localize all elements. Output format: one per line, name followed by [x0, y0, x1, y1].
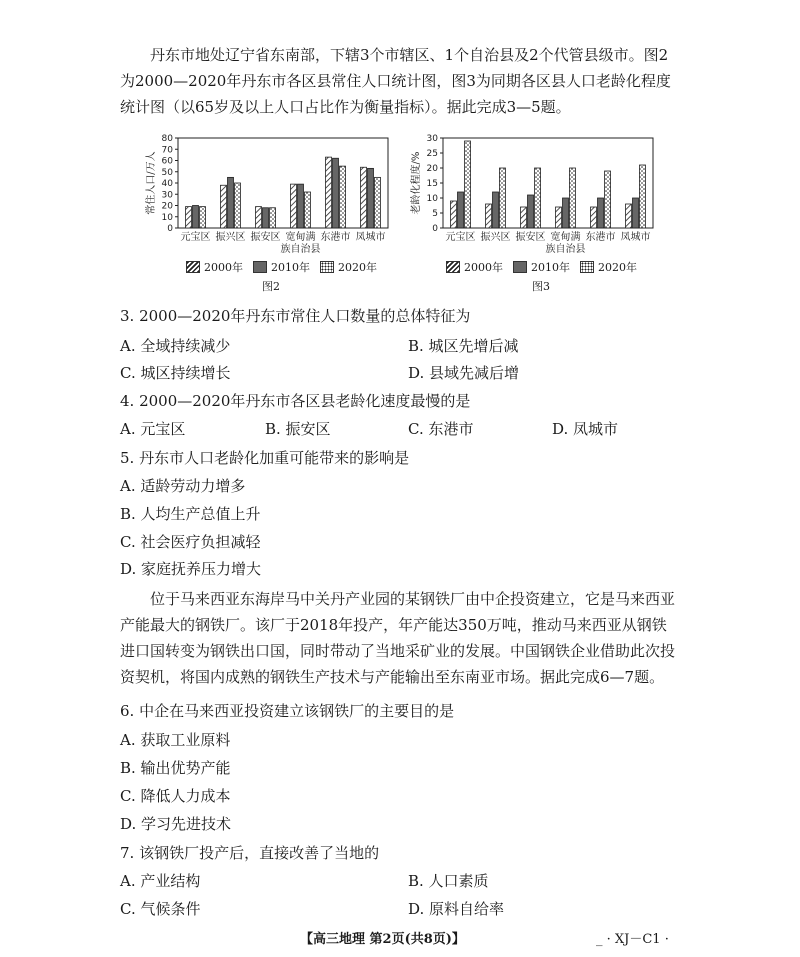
legend-label-2000: 2000年 [464, 261, 503, 274]
legend-swatch-2010 [253, 261, 267, 273]
population-chart [140, 130, 400, 260]
legend-swatch-2010 [513, 261, 527, 273]
x-tick-label: 东港市 [320, 232, 351, 243]
q5-option-c: C. 社会医疗负担减轻 [120, 533, 261, 551]
x-tick-label: 振安区 [515, 232, 546, 243]
bar-2020年-宽甸满族自治县 [570, 168, 576, 228]
bar-2000年-元宝区 [186, 207, 192, 228]
question-7: 7. 该钢铁厂投产后，直接改善了当地的 [120, 844, 380, 862]
bar-2020年-东港市 [605, 171, 611, 228]
aging-chart [405, 130, 665, 260]
x-tick-label: 元宝区 [180, 232, 211, 243]
intro-paragraph-1: 丹东市地处辽宁省东南部，下辖3个市辖区、1个自治县及2个代管县级市。图2为2000—2020年丹东市各区县常住人口统计图，图3为同期各区县人口老龄化程度统计图（以65岁及以上人口占比作为衡量指标）。据此完成3—5题。 [120, 46, 671, 116]
bar-2020年-振兴区 [235, 183, 241, 228]
question-3: 3. 2000—2020年丹东市常住人口数量的总体特征为 [120, 307, 471, 325]
y-tick-label: 0 [167, 224, 173, 234]
y-tick-label: 5 [432, 209, 438, 219]
bar-2020年-振兴区 [500, 168, 506, 228]
y-tick-label: 0 [432, 224, 438, 234]
y-tick-label: 10 [426, 194, 438, 204]
bar-2020年-元宝区 [465, 141, 471, 228]
bar-2010年-东港市 [333, 158, 339, 228]
q4-option-d: D. 凤城市 [552, 420, 619, 438]
q4-option-c: C. 东港市 [408, 420, 474, 438]
y-tick-label: 20 [161, 201, 173, 212]
bar-2010年-振兴区 [228, 177, 234, 228]
legend-label-2010: 2010年 [271, 261, 310, 274]
plot-frame [443, 138, 653, 228]
q7-option-b: B. 人口素质 [408, 872, 489, 890]
y-axis-label: 老龄化程度/% [411, 151, 422, 215]
x-tick-label: 振安区 [250, 232, 281, 243]
q7-option-c: C. 气候条件 [120, 900, 201, 918]
x-tick-label: 宽甸满 [285, 232, 316, 243]
y-tick-label: 25 [426, 149, 438, 159]
bar-2010年-东港市 [598, 198, 604, 228]
q3-option-d: D. 县域先减后增 [408, 364, 520, 382]
legend-label-2020: 2020年 [598, 261, 637, 274]
question-4: 4. 2000—2020年丹东市各区县老龄化速度最慢的是 [120, 392, 471, 410]
bar-2010年-振兴区 [493, 192, 499, 228]
q4-option-a: A. 元宝区 [120, 420, 186, 438]
fig3-label: 图3 [532, 280, 550, 293]
bar-2000年-宽甸满族自治县 [556, 207, 562, 228]
y-tick-label: 50 [161, 167, 173, 178]
bar-2020年-元宝区 [200, 207, 206, 228]
legend-swatch-2000 [186, 261, 200, 273]
legend-fig3 [446, 259, 637, 275]
bar-2010年-振安区 [263, 208, 269, 228]
y-tick-label: 80 [161, 134, 173, 144]
y-tick-label: 10 [161, 212, 173, 223]
legend-label-2020: 2020年 [338, 261, 377, 274]
x-tick-label: 东港市 [585, 232, 616, 243]
bar-2000年-宽甸满族自治县 [291, 184, 297, 228]
q3-option-b: B. 城区先增后减 [408, 337, 519, 355]
q6-option-b: B. 输出优势产能 [120, 759, 231, 777]
y-tick-label: 70 [161, 145, 173, 156]
bar-2010年-宽甸满族自治县 [298, 184, 304, 228]
bar-2000年-振兴区 [221, 185, 227, 228]
x-tick-label: 振兴区 [215, 232, 246, 243]
bar-2010年-元宝区 [193, 206, 199, 229]
q5-option-d: D. 家庭抚养压力增大 [120, 560, 262, 578]
legend-swatch-2020 [320, 261, 334, 273]
legend-swatch-2000 [446, 261, 460, 273]
y-tick-label: 60 [161, 156, 173, 167]
x-tick-label-line2: 族自治县 [280, 244, 321, 255]
bar-2000年-东港市 [591, 207, 597, 228]
x-tick-label: 凤城市 [355, 232, 386, 243]
plot-frame [178, 138, 388, 228]
bar-2010年-宽甸满族自治县 [563, 198, 569, 228]
legend-swatch-2020 [580, 261, 594, 273]
y-tick-label: 30 [161, 190, 173, 201]
fig2-label: 图2 [262, 280, 280, 293]
q3-option-a: A. 全域持续减少 [120, 337, 231, 355]
bar-2000年-凤城市 [361, 167, 367, 228]
page-code: _ · XJ－C1 · [596, 932, 669, 947]
bar-2020年-凤城市 [375, 177, 381, 228]
bar-2000年-凤城市 [626, 204, 632, 228]
bar-2000年-东港市 [326, 157, 332, 228]
q5-option-a: A. 适龄劳动力增多 [120, 477, 246, 495]
question-5: 5. 丹东市人口老龄化加重可能带来的影响是 [120, 449, 410, 467]
bar-2010年-凤城市 [368, 168, 374, 228]
x-tick-label-line2: 族自治县 [545, 244, 586, 255]
bar-2010年-振安区 [528, 195, 534, 228]
x-tick-label: 元宝区 [445, 232, 476, 243]
bar-2020年-振安区 [270, 208, 276, 228]
bar-2000年-振安区 [521, 207, 527, 228]
bar-2000年-振安区 [256, 207, 262, 228]
question-6: 6. 中企在马来西亚投资建立该钢铁厂的主要目的是 [120, 702, 455, 720]
q5-option-b: B. 人均生产总值上升 [120, 505, 261, 523]
q4-option-b: B. 振安区 [265, 420, 331, 438]
y-tick-label: 30 [426, 134, 438, 144]
y-tick-label: 15 [426, 179, 438, 189]
q7-option-d: D. 原料自给率 [408, 900, 505, 918]
legend-label-2010: 2010年 [531, 261, 570, 274]
x-tick-label: 宽甸满 [550, 232, 581, 243]
q6-option-a: A. 获取工业原料 [120, 731, 231, 749]
x-tick-label: 振兴区 [480, 232, 511, 243]
q3-option-c: C. 城区持续增长 [120, 364, 231, 382]
y-tick-label: 40 [161, 179, 173, 189]
q7-option-a: A. 产业结构 [120, 872, 201, 890]
legend-fig2 [186, 259, 377, 275]
bar-2020年-宽甸满族自治县 [305, 192, 311, 228]
bar-2020年-东港市 [340, 166, 346, 228]
legend-label-2000: 2000年 [204, 261, 243, 274]
x-tick-label: 凤城市 [620, 232, 651, 243]
bar-2000年-振兴区 [486, 204, 492, 228]
bar-2010年-凤城市 [633, 198, 639, 228]
q6-option-c: C. 降低人力成本 [120, 787, 231, 805]
y-axis-label: 常住人口/万人 [146, 151, 157, 215]
bar-2020年-振安区 [535, 168, 541, 228]
bar-2020年-凤城市 [640, 165, 646, 228]
page-footer: 【高三地理 第2页(共8页)】 [300, 932, 465, 947]
intro-paragraph-2: 位于马来西亚东海岸马中关丹产业园的某钢铁厂由中企投资建立，它是马来西亚产能最大的钢铁厂。该厂于2018年投产，年产能达350万吨，推动马来西亚从钢铁进口国转变为钢铁出口国，同时带动了当地采矿业的发展。中国钢铁企业借助此次投资契机，将国内成熟的钢铁生产技术与产能输出至东南亚市场。据此完成6—7题。 [120, 590, 676, 686]
y-tick-label: 20 [426, 164, 438, 174]
bar-2010年-元宝区 [458, 192, 464, 228]
q6-option-d: D. 学习先进技术 [120, 815, 232, 833]
bar-2000年-元宝区 [451, 201, 457, 228]
